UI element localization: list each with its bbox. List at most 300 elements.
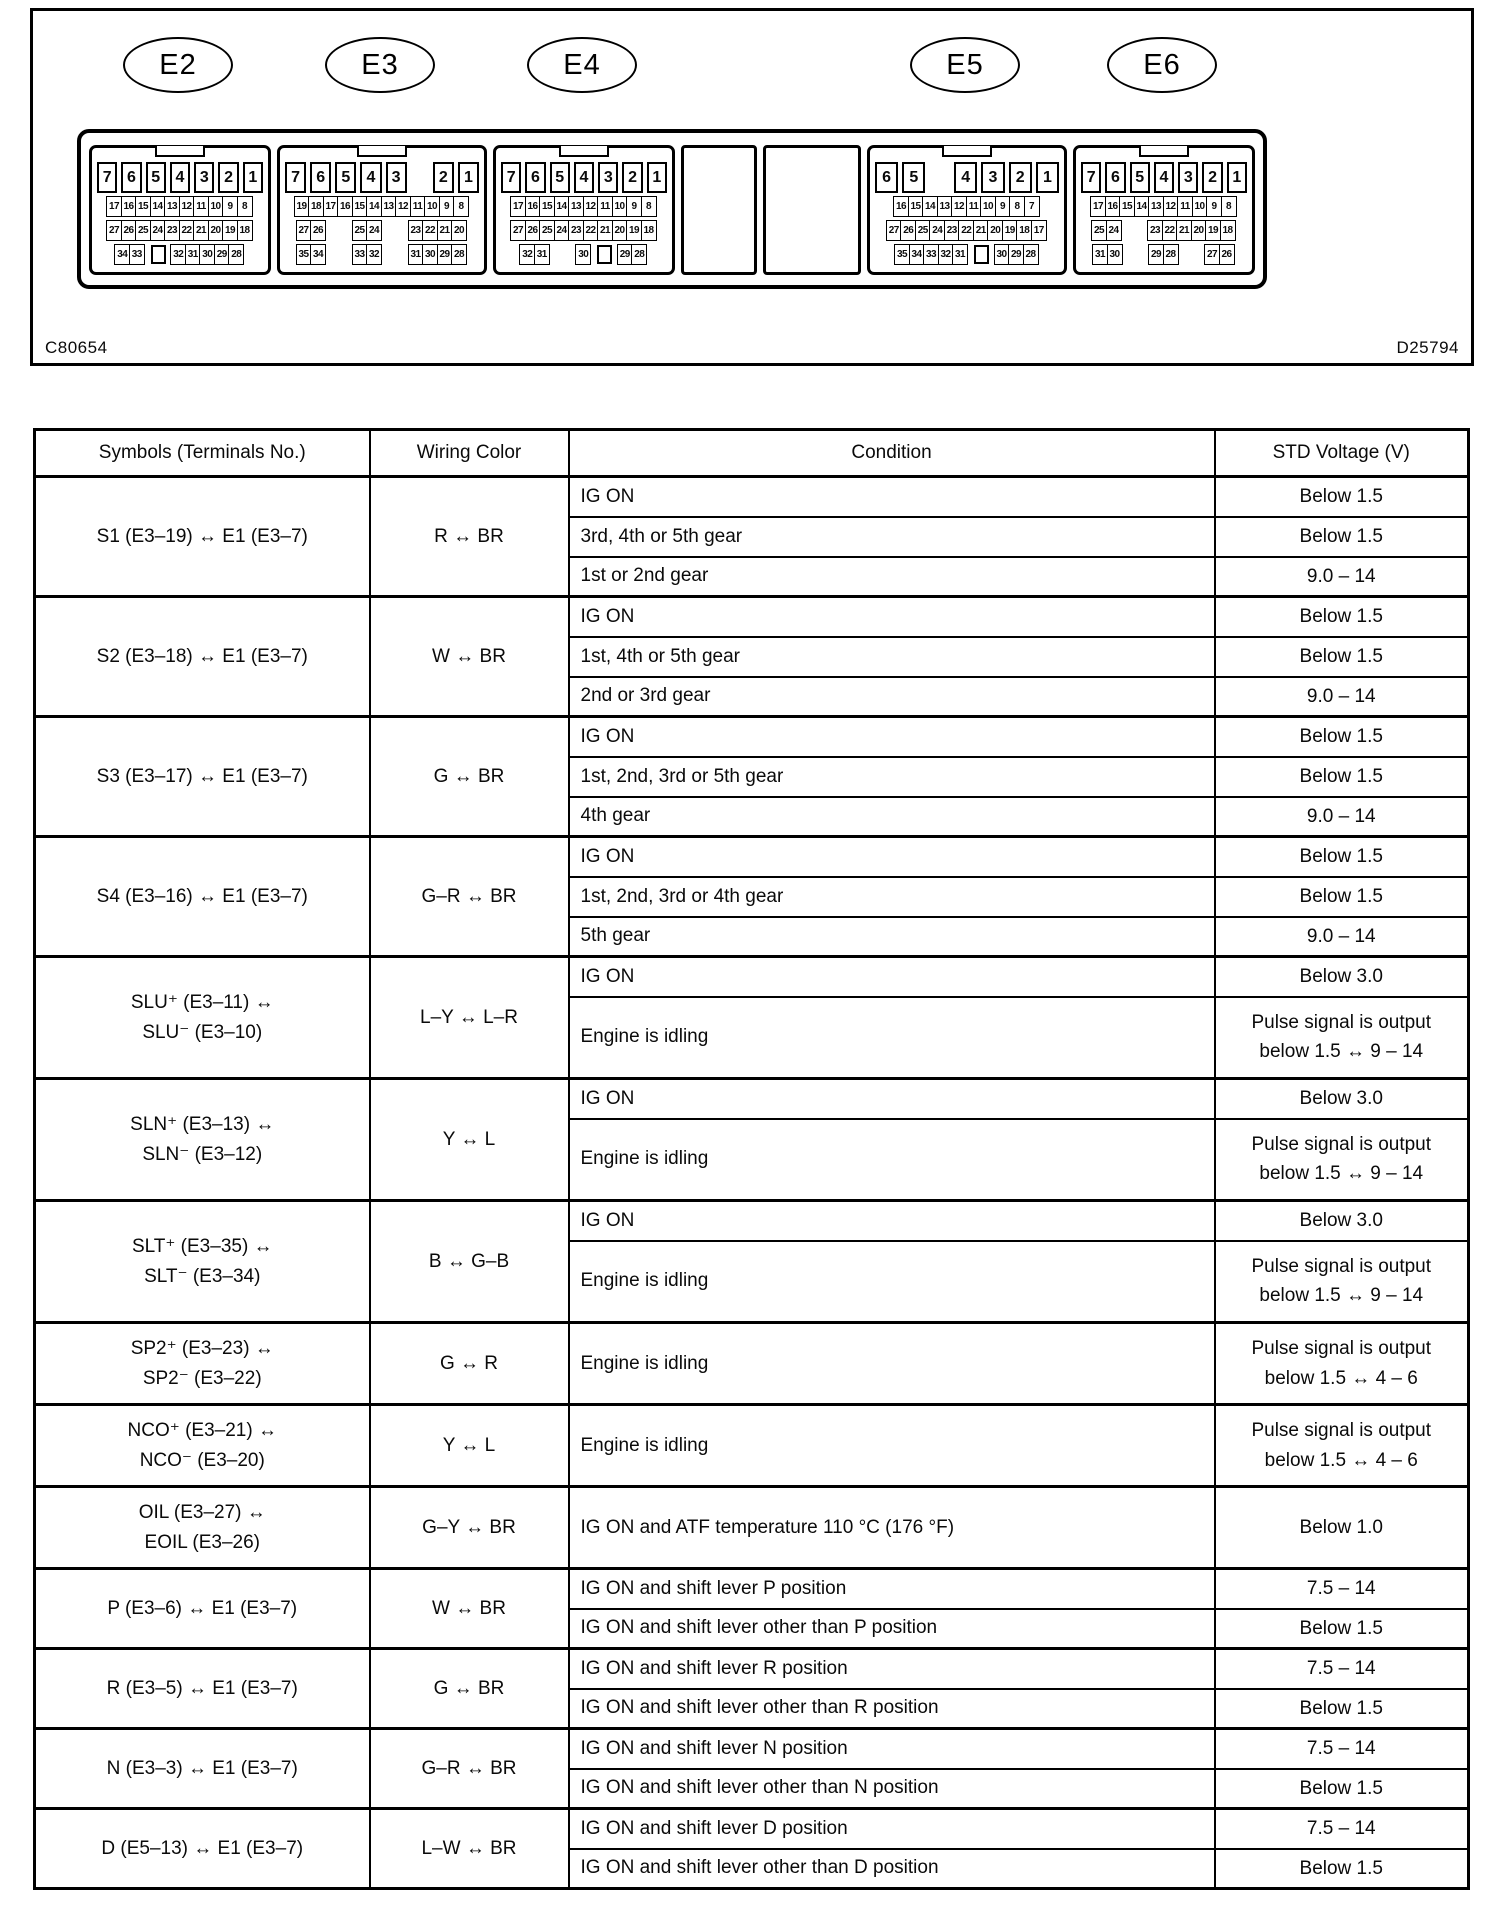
pin-cell-e2-4: 4 (170, 162, 190, 193)
pin-cell-e3-27: 27 (296, 220, 312, 241)
pin-cell-e5-10: 10 (980, 196, 996, 217)
table-row (35, 1405, 1469, 1487)
voltage-cell: Pulse signal is output below 1.5 ↔ 4 – 6 (1215, 1323, 1469, 1405)
connector-strip (77, 129, 1267, 289)
condition-cell: IG ON and shift lever other than P position (569, 1609, 1215, 1649)
pin-cell-e5-12: 12 (951, 196, 967, 217)
voltage-cell: Below 1.5 (1215, 837, 1469, 877)
pin-cell-e5-29: 29 (1008, 244, 1024, 265)
symbol-cell: SLU⁺ (E3–11) ↔ SLU⁻ (E3–10) (35, 957, 370, 1079)
condition-cell: IG ON and shift lever D position (569, 1809, 1215, 1849)
pin-cell-e4-24: 24 (554, 220, 570, 241)
blank-slot (763, 145, 861, 275)
pin-cell-e2-30: 30 (199, 244, 215, 265)
condition-cell: IG ON (569, 1079, 1215, 1119)
pin-row (1079, 196, 1249, 217)
keyway-icon (597, 245, 612, 264)
pin-cell-e5-27: 27 (886, 220, 902, 241)
wiring-color-cell: G ↔ BR (370, 717, 569, 837)
pin-cell-e5-33: 33 (923, 244, 939, 265)
symbol-cell: NCO⁺ (E3–21) ↔ NCO⁻ (E3–20) (35, 1405, 370, 1487)
connector-e5 (867, 145, 1067, 275)
pin-cell-e4-25: 25 (539, 220, 555, 241)
pin-cell-e3-23: 23 (408, 220, 424, 241)
pin-row (95, 196, 265, 217)
wiring-color-cell: L–Y ↔ L–R (370, 957, 569, 1079)
pin-cell-e5-11: 11 (966, 196, 982, 217)
pin-cell-e4-9: 9 (626, 196, 642, 217)
pin-row (873, 244, 1061, 265)
wiring-color-cell: G–R ↔ BR (370, 837, 569, 957)
pin-row (95, 220, 265, 241)
pin-cell-e6-14: 14 (1134, 196, 1150, 217)
pin-row (499, 196, 669, 217)
condition-cell: IG ON and ATF temperature 110 °C (176 °F) (569, 1487, 1215, 1569)
pin-row (499, 220, 669, 241)
pin-cell-e3-25: 25 (352, 220, 368, 241)
header-condition: Condition (569, 430, 1215, 477)
connector-label-e2: E2 (123, 37, 233, 93)
condition-cell: IG ON and shift lever P position (569, 1569, 1215, 1609)
wiring-color-cell: R ↔ BR (370, 477, 569, 597)
pin-gap (927, 164, 952, 191)
pin-cell-e4-23: 23 (568, 220, 584, 241)
pin-gap (409, 164, 431, 191)
pin-cell-e6-7: 7 (1081, 162, 1101, 193)
keyway-slot (968, 245, 995, 264)
pin-cell-e3-8: 8 (453, 196, 469, 217)
pin-row (283, 162, 481, 193)
symbol-cell: SLT⁺ (E3–35) ↔ SLT⁻ (E3–34) (35, 1201, 370, 1323)
pin-cell-e5-16: 16 (893, 196, 909, 217)
pin-cell-e5-2: 2 (1009, 162, 1032, 193)
pin-cell-e6-16: 16 (1105, 196, 1121, 217)
pin-cell-e4-29: 29 (617, 244, 633, 265)
pin-cell-e3-32: 32 (366, 244, 382, 265)
pin-row (499, 162, 669, 193)
pin-cell-e3-18: 18 (308, 196, 324, 217)
symbol-cell: S1 (E3–19) ↔ E1 (E3–7) (35, 477, 370, 597)
table-row (35, 1323, 1469, 1405)
pin-cell-e3-31: 31 (408, 244, 424, 265)
pin-cell-e5-4: 4 (954, 162, 977, 193)
pin-cell-e5-28: 28 (1023, 244, 1039, 265)
pin-cell-e5-3: 3 (981, 162, 1004, 193)
pin-cell-e4-3: 3 (598, 162, 618, 193)
pin-cell-e6-11: 11 (1177, 196, 1193, 217)
pin-cell-e4-6: 6 (525, 162, 545, 193)
table-row (35, 477, 1469, 517)
pin-cell-e2-32: 32 (170, 244, 186, 265)
pin-cell-e4-18: 18 (641, 220, 657, 241)
pin-cell-e4-21: 21 (597, 220, 613, 241)
condition-cell: Engine is idling (569, 997, 1215, 1079)
wiring-color-cell: Y ↔ L (370, 1405, 569, 1487)
pin-cell-e3-15: 15 (352, 196, 368, 217)
table-row (35, 1649, 1469, 1689)
pin-cell-e5-24: 24 (929, 220, 945, 241)
pin-cell-e2-20: 20 (208, 220, 224, 241)
pin-cell-e6-10: 10 (1192, 196, 1208, 217)
pin-gap (382, 221, 409, 240)
pin-cell-e3-24: 24 (366, 220, 382, 241)
condition-cell: IG ON and shift lever other than R position (569, 1689, 1215, 1729)
connector-label-e6: E6 (1107, 37, 1217, 93)
pin-row (1079, 220, 1249, 241)
voltage-cell: Pulse signal is output below 1.5 ↔ 9 – 14 (1215, 997, 1469, 1079)
pin-cell-e4-4: 4 (574, 162, 594, 193)
pin-cell-e4-32: 32 (519, 244, 535, 265)
connector-label-e3: E3 (325, 37, 435, 93)
pin-row (95, 162, 265, 193)
pin-cell-e6-28: 28 (1163, 244, 1179, 265)
condition-cell: IG ON and shift lever other than D position (569, 1849, 1215, 1889)
condition-cell: 1st, 2nd, 3rd or 5th gear (569, 757, 1215, 797)
pin-cell-e4-30: 30 (575, 244, 591, 265)
pin-cell-e3-30: 30 (422, 244, 438, 265)
pin-cell-e3-19: 19 (294, 196, 310, 217)
voltage-cell: Below 1.5 (1215, 717, 1469, 757)
pin-cell-e3-13: 13 (381, 196, 397, 217)
voltage-cell: 7.5 – 14 (1215, 1569, 1469, 1609)
table-row (35, 597, 1469, 637)
pin-cell-e2-1: 1 (243, 162, 263, 193)
voltage-cell: 7.5 – 14 (1215, 1649, 1469, 1689)
pin-cell-e3-1: 1 (458, 162, 479, 193)
figure-code-left: C80654 (45, 338, 108, 357)
pin-row (283, 220, 481, 241)
pin-cell-e2-11: 11 (193, 196, 209, 217)
table-row (35, 1487, 1469, 1569)
pin-cell-e6-26: 26 (1219, 244, 1235, 265)
pin-gap (382, 245, 409, 264)
condition-cell: Engine is idling (569, 1119, 1215, 1201)
connector-e4 (493, 145, 675, 275)
wiring-color-cell: Y ↔ L (370, 1079, 569, 1201)
pin-cell-e3-20: 20 (451, 220, 467, 241)
voltage-cell: Below 3.0 (1215, 1079, 1469, 1119)
pin-row (1079, 162, 1249, 193)
pin-cell-e2-8: 8 (237, 196, 253, 217)
connector-key-notch (155, 146, 205, 157)
pin-cell-e2-19: 19 (222, 220, 238, 241)
pin-cell-e6-20: 20 (1191, 220, 1207, 241)
keyway-slot (145, 245, 172, 264)
pin-cell-e6-6: 6 (1105, 162, 1125, 193)
pin-cell-e4-8: 8 (641, 196, 657, 217)
pin-gap (1123, 245, 1150, 264)
pin-cell-e4-7: 7 (501, 162, 521, 193)
condition-cell: IG ON (569, 957, 1215, 997)
pin-cell-e6-1: 1 (1227, 162, 1247, 193)
pin-gap (326, 245, 353, 264)
pin-cell-e2-33: 33 (129, 244, 145, 265)
voltage-cell: Below 1.5 (1215, 1689, 1469, 1729)
figure-code-right: D25794 (1396, 338, 1459, 357)
pin-cell-e5-6: 6 (875, 162, 898, 193)
pin-row (283, 196, 481, 217)
voltage-cell: Below 1.5 (1215, 1849, 1469, 1889)
pin-cell-e4-11: 11 (597, 196, 613, 217)
pin-cell-e6-27: 27 (1204, 244, 1220, 265)
pin-cell-e3-9: 9 (439, 196, 455, 217)
connector-key-notch (942, 146, 992, 157)
wiring-color-cell: B ↔ G–B (370, 1201, 569, 1323)
pin-cell-e4-17: 17 (510, 196, 526, 217)
pin-cell-e4-5: 5 (550, 162, 570, 193)
pin-cell-e6-12: 12 (1163, 196, 1179, 217)
voltage-cell: Pulse signal is output below 1.5 ↔ 9 – 14 (1215, 1241, 1469, 1323)
wiring-color-cell: W ↔ BR (370, 1569, 569, 1649)
pin-cell-e3-14: 14 (366, 196, 382, 217)
pin-cell-e5-22: 22 (958, 220, 974, 241)
wiring-color-cell: G ↔ BR (370, 1649, 569, 1729)
condition-cell: 4th gear (569, 797, 1215, 837)
symbol-cell: S3 (E3–17) ↔ E1 (E3–7) (35, 717, 370, 837)
keyway-slot (591, 245, 618, 264)
pin-cell-e3-3: 3 (386, 162, 407, 193)
condition-cell: IG ON and shift lever R position (569, 1649, 1215, 1689)
table-row (35, 837, 1469, 877)
condition-cell: 5th gear (569, 917, 1215, 957)
symbol-cell: SP2⁺ (E3–23) ↔ SP2⁻ (E3–22) (35, 1323, 370, 1405)
pin-gap (326, 221, 353, 240)
pin-cell-e2-26: 26 (121, 220, 137, 241)
table-row (35, 1809, 1469, 1849)
pin-cell-e3-7: 7 (285, 162, 306, 193)
pin-cell-e5-21: 21 (973, 220, 989, 241)
voltage-cell: Below 1.5 (1215, 877, 1469, 917)
pin-cell-e5-5: 5 (902, 162, 925, 193)
condition-cell: IG ON (569, 597, 1215, 637)
pin-cell-e4-31: 31 (534, 244, 550, 265)
header-std-voltage: STD Voltage (V) (1215, 430, 1469, 477)
table-row (35, 1729, 1469, 1769)
pin-cell-e3-26: 26 (310, 220, 326, 241)
condition-cell: Engine is idling (569, 1323, 1215, 1405)
connector-diagram (30, 8, 1474, 366)
pin-cell-e6-2: 2 (1202, 162, 1222, 193)
pin-cell-e4-15: 15 (539, 196, 555, 217)
pin-cell-e5-13: 13 (937, 196, 953, 217)
symbol-cell: S4 (E3–16) ↔ E1 (E3–7) (35, 837, 370, 957)
pin-cell-e4-10: 10 (612, 196, 628, 217)
pin-cell-e6-8: 8 (1221, 196, 1237, 217)
pin-cell-e6-5: 5 (1130, 162, 1150, 193)
pin-cell-e4-19: 19 (626, 220, 642, 241)
voltage-cell: Below 1.5 (1215, 477, 1469, 517)
pin-cell-e2-18: 18 (237, 220, 253, 241)
pin-cell-e5-32: 32 (938, 244, 954, 265)
connector-key-notch (1139, 146, 1189, 157)
pin-cell-e4-16: 16 (525, 196, 541, 217)
pin-cell-e5-25: 25 (915, 220, 931, 241)
pin-cell-e3-11: 11 (410, 196, 426, 217)
pin-cell-e4-28: 28 (631, 244, 647, 265)
pin-cell-e2-13: 13 (164, 196, 180, 217)
voltage-cell: Below 3.0 (1215, 957, 1469, 997)
pin-gap (550, 245, 577, 264)
pin-cell-e3-10: 10 (424, 196, 440, 217)
pin-cell-e3-12: 12 (395, 196, 411, 217)
condition-cell: IG ON and shift lever N position (569, 1729, 1215, 1769)
condition-cell: IG ON (569, 1201, 1215, 1241)
pin-cell-e6-17: 17 (1090, 196, 1106, 217)
pin-cell-e5-34: 34 (909, 244, 925, 265)
connector-e2 (89, 145, 271, 275)
pin-cell-e2-16: 16 (121, 196, 137, 217)
wiring-color-cell: G–R ↔ BR (370, 1729, 569, 1809)
pin-cell-e5-26: 26 (900, 220, 916, 241)
pin-cell-e3-2: 2 (433, 162, 454, 193)
pin-cell-e6-24: 24 (1106, 220, 1122, 241)
pin-row (873, 162, 1061, 193)
pin-cell-e4-27: 27 (510, 220, 526, 241)
pin-cell-e3-6: 6 (310, 162, 331, 193)
condition-cell: IG ON and shift lever other than N position (569, 1769, 1215, 1809)
wiring-color-cell: W ↔ BR (370, 597, 569, 717)
pin-cell-e6-29: 29 (1148, 244, 1164, 265)
symbol-cell: OIL (E3–27) ↔ EOIL (E3–26) (35, 1487, 370, 1569)
pin-cell-e3-28: 28 (451, 244, 467, 265)
pin-cell-e5-9: 9 (995, 196, 1011, 217)
table-row (35, 717, 1469, 757)
pin-cell-e6-25: 25 (1091, 220, 1107, 241)
pin-cell-e2-3: 3 (194, 162, 214, 193)
pin-cell-e4-22: 22 (583, 220, 599, 241)
pin-cell-e3-34: 34 (310, 244, 326, 265)
symbol-cell: N (E3–3) ↔ E1 (E3–7) (35, 1729, 370, 1809)
voltage-cell: Below 1.5 (1215, 637, 1469, 677)
pin-cell-e6-21: 21 (1176, 220, 1192, 241)
table-row (35, 1079, 1469, 1119)
symbol-cell: P (E3–6) ↔ E1 (E3–7) (35, 1569, 370, 1649)
table-row (35, 1569, 1469, 1609)
voltage-cell: 9.0 – 14 (1215, 557, 1469, 597)
pin-gap (1122, 221, 1149, 240)
condition-cell: 1st, 4th or 5th gear (569, 637, 1215, 677)
voltage-cell: Below 1.5 (1215, 517, 1469, 557)
condition-cell: IG ON (569, 717, 1215, 757)
voltage-cell: Below 3.0 (1215, 1201, 1469, 1241)
pin-cell-e5-18: 18 (1016, 220, 1032, 241)
pin-cell-e5-31: 31 (952, 244, 968, 265)
pin-cell-e3-22: 22 (422, 220, 438, 241)
voltage-cell: Below 1.0 (1215, 1487, 1469, 1569)
pin-cell-e2-12: 12 (179, 196, 195, 217)
pin-cell-e3-4: 4 (360, 162, 381, 193)
pin-cell-e5-8: 8 (1009, 196, 1025, 217)
blank-slot (681, 145, 757, 275)
voltage-cell: Below 1.5 (1215, 597, 1469, 637)
condition-cell: 1st or 2nd gear (569, 557, 1215, 597)
pin-cell-e2-21: 21 (193, 220, 209, 241)
pin-cell-e5-19: 19 (1002, 220, 1018, 241)
symbol-cell: D (E5–13) ↔ E1 (E3–7) (35, 1809, 370, 1889)
connector-key-notch (357, 146, 407, 157)
condition-cell: 3rd, 4th or 5th gear (569, 517, 1215, 557)
wiring-color-cell: G ↔ R (370, 1323, 569, 1405)
pin-cell-e5-17: 17 (1031, 220, 1047, 241)
pin-cell-e2-10: 10 (208, 196, 224, 217)
pin-cell-e5-20: 20 (987, 220, 1003, 241)
pin-cell-e2-17: 17 (106, 196, 122, 217)
pin-cell-e2-22: 22 (179, 220, 195, 241)
keyway-icon (151, 245, 166, 264)
voltage-cell: Below 1.5 (1215, 1609, 1469, 1649)
voltage-cell: 7.5 – 14 (1215, 1729, 1469, 1769)
pin-cell-e6-19: 19 (1205, 220, 1221, 241)
pin-cell-e3-16: 16 (337, 196, 353, 217)
pin-cell-e6-31: 31 (1092, 244, 1108, 265)
pin-cell-e2-14: 14 (150, 196, 166, 217)
wiring-color-cell: G–Y ↔ BR (370, 1487, 569, 1569)
condition-cell: Engine is idling (569, 1405, 1215, 1487)
pin-cell-e6-22: 22 (1162, 220, 1178, 241)
pin-cell-e6-18: 18 (1220, 220, 1236, 241)
pin-cell-e3-29: 29 (437, 244, 453, 265)
pin-cell-e2-15: 15 (135, 196, 151, 217)
connector-e6 (1073, 145, 1255, 275)
condition-cell: 1st, 2nd, 3rd or 4th gear (569, 877, 1215, 917)
voltage-cell: 9.0 – 14 (1215, 677, 1469, 717)
pin-cell-e2-6: 6 (121, 162, 141, 193)
pin-row (95, 244, 265, 265)
keyway-icon (974, 245, 989, 264)
pin-cell-e4-1: 1 (647, 162, 667, 193)
pin-cell-e4-13: 13 (568, 196, 584, 217)
wiring-color-cell: L–W ↔ BR (370, 1809, 569, 1889)
pin-cell-e2-27: 27 (106, 220, 122, 241)
terminal-voltage-table (33, 428, 1470, 1890)
pin-cell-e2-23: 23 (164, 220, 180, 241)
pin-cell-e2-28: 28 (228, 244, 244, 265)
pin-cell-e4-2: 2 (622, 162, 642, 193)
pin-cell-e3-17: 17 (323, 196, 339, 217)
pin-cell-e2-5: 5 (146, 162, 166, 193)
voltage-cell: 9.0 – 14 (1215, 797, 1469, 837)
symbol-cell: SLN⁺ (E3–13) ↔ SLN⁻ (E3–12) (35, 1079, 370, 1201)
pin-cell-e2-7: 7 (97, 162, 117, 193)
pin-cell-e2-31: 31 (185, 244, 201, 265)
connector-e3 (277, 145, 487, 275)
pin-cell-e5-35: 35 (894, 244, 910, 265)
condition-cell: 2nd or 3rd gear (569, 677, 1215, 717)
pin-row (283, 244, 481, 265)
voltage-cell: Below 1.5 (1215, 1769, 1469, 1809)
pin-cell-e2-34: 34 (114, 244, 130, 265)
pin-row (499, 244, 669, 265)
symbol-cell: R (E3–5) ↔ E1 (E3–7) (35, 1649, 370, 1729)
voltage-cell: 9.0 – 14 (1215, 917, 1469, 957)
pin-row (873, 220, 1061, 241)
voltage-cell: 7.5 – 14 (1215, 1809, 1469, 1849)
pin-cell-e6-4: 4 (1154, 162, 1174, 193)
condition-cell: IG ON (569, 837, 1215, 877)
pin-cell-e2-29: 29 (214, 244, 230, 265)
pin-cell-e2-2: 2 (218, 162, 238, 193)
symbol-cell: S2 (E3–18) ↔ E1 (E3–7) (35, 597, 370, 717)
connector-label-e4: E4 (527, 37, 637, 93)
pin-cell-e6-23: 23 (1147, 220, 1163, 241)
pin-cell-e5-1: 1 (1036, 162, 1059, 193)
pin-cell-e2-24: 24 (150, 220, 166, 241)
pin-row (1079, 244, 1249, 265)
pin-gap (1179, 245, 1206, 264)
pin-cell-e5-15: 15 (908, 196, 924, 217)
pin-cell-e3-33: 33 (352, 244, 368, 265)
connector-key-notch (559, 146, 609, 157)
